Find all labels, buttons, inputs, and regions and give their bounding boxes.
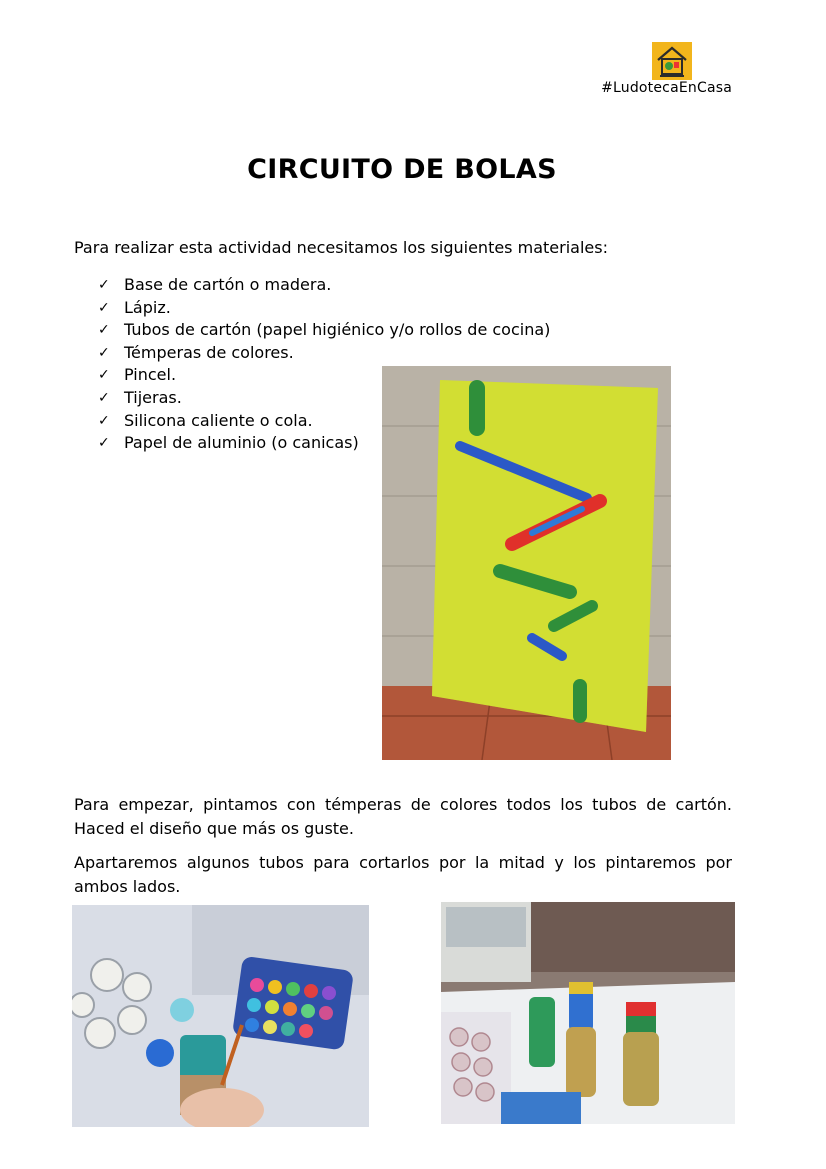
marble-run-photo [382, 366, 671, 760]
house-logo-icon [652, 42, 692, 80]
check-icon: ✓ [98, 322, 110, 339]
list-item [98, 319, 550, 342]
check-icon: ✓ [98, 299, 110, 316]
intro-text: Para realizar esta actividad necesitamos los siguientes materiales: [74, 238, 608, 257]
check-icon: ✓ [98, 389, 110, 406]
list-item [98, 297, 550, 320]
check-icon: ✓ [98, 344, 110, 361]
material-label: Silicona caliente o cola. [124, 410, 313, 430]
material-label: Lápiz. [124, 297, 171, 317]
material-label: Tijeras. [124, 387, 182, 407]
page-title: CIRCUITO DE BOLAS [247, 154, 557, 185]
material-label: Témperas de colores. [124, 342, 294, 362]
paragraph: Para empezar, pintamos con témperas de colores todos los tubos de cartón. Haced el diseño que más os guste. [74, 795, 732, 838]
material-label: Base de cartón o madera. [124, 275, 332, 294]
check-icon: ✓ [98, 412, 110, 429]
material-label: Tubos de cartón (papel higiénico y/o rollos de cocina) [124, 320, 551, 340]
check-icon: ✓ [98, 367, 110, 384]
painted-tubes-photo [441, 902, 735, 1124]
painting-photo [72, 905, 369, 1127]
list-item [98, 274, 550, 297]
material-label: Papel de aluminio (o canicas) [124, 433, 359, 453]
list-item [98, 342, 550, 365]
material-label: Pincel. [124, 365, 177, 385]
check-icon: ✓ [98, 277, 110, 293]
check-icon: ✓ [98, 435, 110, 452]
hashtag-label: #LudotecaEnCasa [601, 80, 732, 96]
paragraph: Apartaremos algunos tubos para cortarlos por la mitad y los pintaremos por ambos lados. [74, 853, 732, 896]
